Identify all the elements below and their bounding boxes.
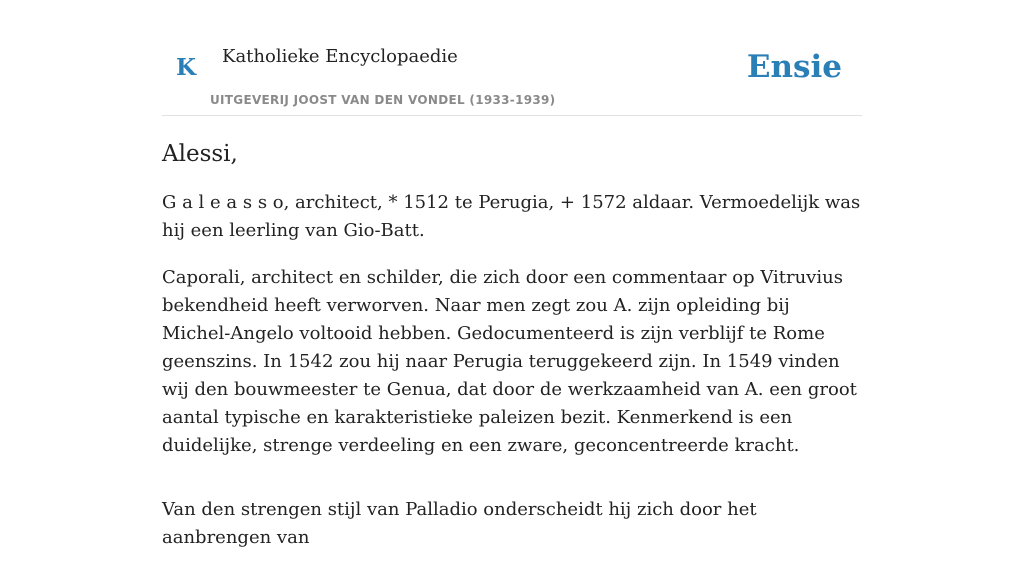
- book-title-link[interactable]: Katholieke Encyclopaedie: [222, 46, 458, 67]
- book-logo-icon[interactable]: K: [176, 54, 196, 81]
- article: [162, 140, 862, 571]
- publisher-label: UITGEVERIJ JOOST VAN DEN VONDEL (1933-1939): [210, 93, 556, 107]
- article-paragraph: Caporali, architect en schilder, die zich door een commentaar op Vitruvius bekendheid heeft verworven. Naar men zegt zou A. zijn opleiding bij Michel-Angelo voltooid hebben. Gedocumenteerd is zijn verblijf te Rome geenszins. In 1542 zou hij naar Perugia teruggekeerd zijn. In 1549 vinden wij den bouwmeester te Genua, dat door de werkzaamheid van A. een groot aantal typische en karakteristieke paleizen bezit. Kenmerkend is een duidelijke, strenge verdeeling en een zware, geconcentreerde kracht.: [162, 266, 857, 456]
- article-paragraph: Van den strengen stijl van Palladio onderscheidt hij zich door het aanbrengen van: [162, 498, 757, 548]
- site-header: [162, 36, 862, 116]
- article-paragraph: G a l e a s s o, architect, * 1512 te Perugia, + 1572 aldaar. Vermoedelijk was hij een leerling van Gio-Batt.: [162, 191, 861, 241]
- ensie-logo-link[interactable]: Ensie: [746, 49, 842, 85]
- entry-title: Alessi,: [162, 141, 238, 167]
